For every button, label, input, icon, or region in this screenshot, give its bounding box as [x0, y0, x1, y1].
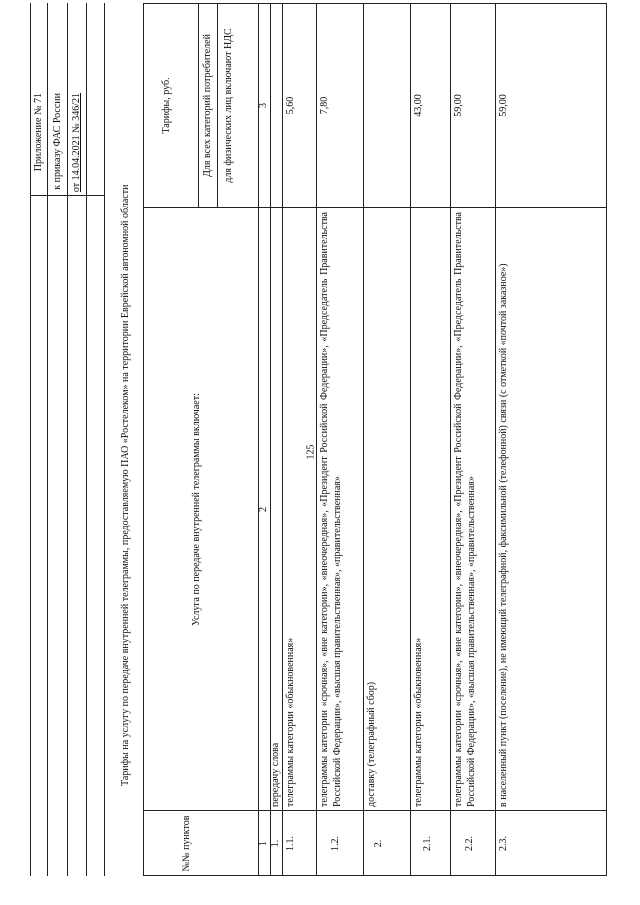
- row-rule-3: [363, 3, 364, 876]
- row-2-3-num: 2.3.: [498, 836, 509, 851]
- header-vat-note: для физических лиц включают НДС: [223, 28, 234, 183]
- row-2-2-num: 2.2.: [464, 836, 475, 851]
- header-all-categories: Для всех категорий потребителей: [202, 34, 213, 177]
- header-rule-2: [47, 3, 48, 876]
- row-rule-6: [495, 3, 496, 876]
- row-rule-2: [316, 3, 317, 876]
- header-rule-3: [67, 3, 68, 876]
- row-1-service: передачу слова: [270, 742, 281, 807]
- row-2-2-price: 59,00: [453, 94, 464, 117]
- row-2-2-service: телеграммы категории «срочная», «вне категории», «внеочередная», «Президент Российской Федерации», «Председатель Правительства Российской Федерации», «высшая правительственная», «правительственная»: [453, 212, 477, 807]
- header-service: Услуга по передаче внутренней телеграммы включает:: [191, 393, 202, 626]
- rotated-document: [30, 3, 610, 876]
- appendix-line-1: Приложение № 71: [33, 93, 44, 172]
- row-2-1-price: 43,00: [413, 94, 424, 117]
- document-title: Тарифы на услугу по передаче внутренней телеграммы, предоставляемую ПАО «Ростелеком» на территории Еврейской автономной области: [120, 184, 131, 786]
- row-2-3-price: 59,00: [498, 94, 509, 117]
- row-1-2-num: 1.2.: [330, 836, 341, 851]
- colnum-1: 1: [258, 841, 269, 846]
- header-rule-4: [86, 3, 87, 876]
- row-1-2-service: телеграммы категории «срочная», «вне категории», «внеочередная», «Президент Российской Федерации», «Председатель Правительства Российской Федерации», «высшая правительственная», «правительственная»: [319, 212, 343, 807]
- row-rule-1: [282, 3, 283, 876]
- colnum-3: 3: [258, 103, 269, 108]
- appendix-order-date: от 14.04.2021 № 346/21: [71, 93, 82, 193]
- tariff-subheader-rule: [198, 3, 199, 208]
- header-top-rule: [30, 3, 31, 876]
- row-1-1-num: 1.1.: [285, 836, 296, 851]
- header-rule-5: [104, 3, 105, 876]
- row-rule-5: [450, 3, 451, 876]
- row-2-1-num: 2.1.: [422, 836, 433, 851]
- row-1-2-price: 7,80: [319, 96, 330, 115]
- row-2-service: доставку (телеграфный сбор): [366, 681, 377, 807]
- table-top-border: [143, 3, 144, 876]
- header-tariffs: Тарифы, руб.: [161, 77, 172, 134]
- colnum-2: 2: [258, 507, 269, 512]
- header-num: №№ пунктов: [181, 815, 192, 872]
- tariff-subheader-rule-2: [217, 3, 218, 208]
- page-number: 125: [305, 444, 317, 460]
- row-rule-4: [410, 3, 411, 876]
- appendix-line-2: к приказу ФАС России: [52, 93, 63, 190]
- row-2-num: 2.: [373, 839, 384, 848]
- row-1-num: 1.: [270, 839, 281, 848]
- header-divider: [30, 195, 104, 196]
- row-1-1-price: 5,60: [285, 96, 296, 115]
- row-1-1-service: телеграммы категории «обыкновенная»: [285, 637, 296, 807]
- row-2-1-service: телеграммы категории «обыкновенная»: [413, 637, 424, 807]
- table-bottom-border: [606, 3, 607, 876]
- row-2-3-service: в населенный пункт (поселение), не имеющий телеграфной, факсимильной (телефонной) связи (с отметкой «почтой заказное»): [498, 263, 509, 807]
